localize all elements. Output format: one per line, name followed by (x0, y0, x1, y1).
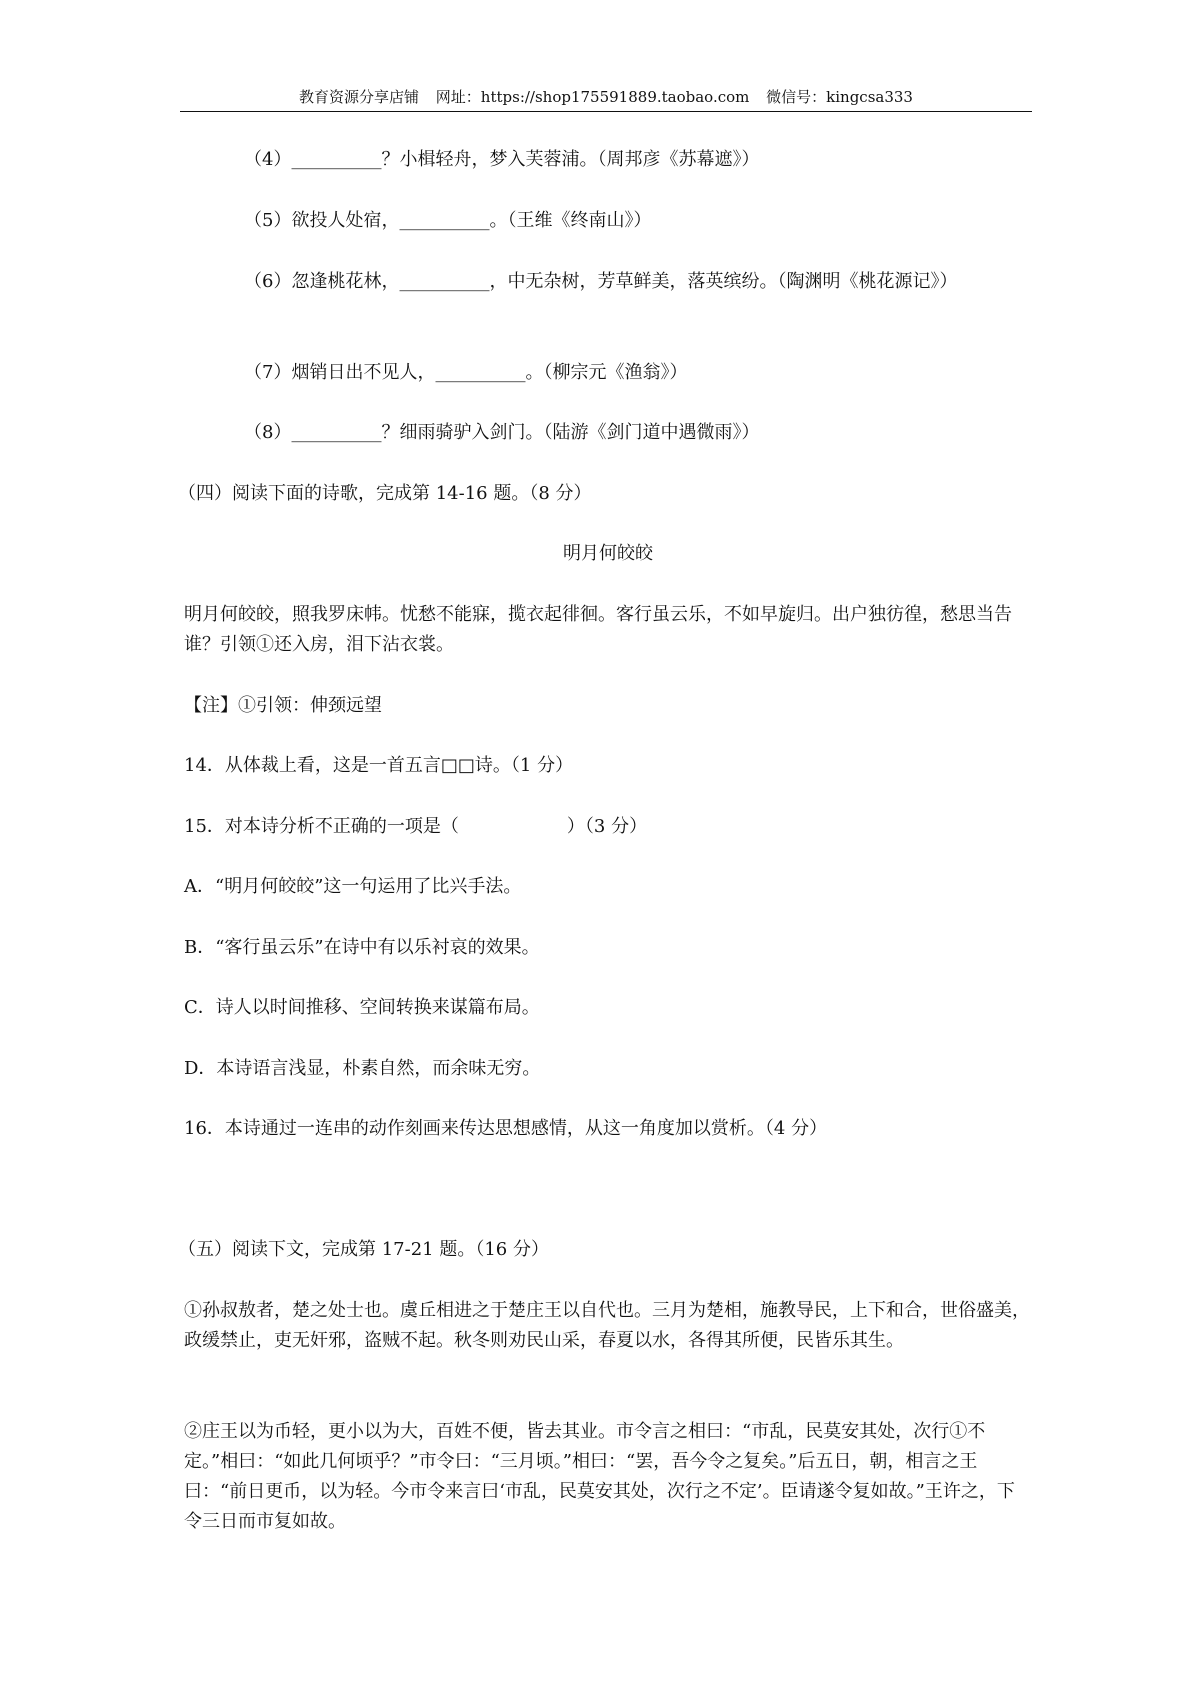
question-16: 16．本诗通过一连串的动作刻画来传达思想感情，从这一角度加以赏析。（4 分） (184, 1118, 828, 1139)
page-header (180, 86, 1032, 108)
option-c: C．诗人以时间推移、空间转换来谋篇布局。 (184, 997, 540, 1018)
poem-note: 【注】①引领：伸颈远望 (184, 695, 382, 716)
poem-body: 明月何皎皎，照我罗床帏。忧愁不能寐，揽衣起徘徊。客行虽云乐，不如早旋归。出户独彷徨，愁思当告谁？引领①还入房，泪下沾衣裳。 (184, 604, 1012, 655)
fill-in-7: （7）烟销日出不见人，__________。（柳宗元《渔翁》） (244, 362, 688, 383)
header-site: 网址：https://shop175591889.taobao.com (435, 88, 750, 106)
section4-heading: （四）阅读下面的诗歌，完成第 14-16 题。（8 分） (178, 483, 592, 504)
question-14: 14．从体裁上看，这是一首五言□□诗。（1 分） (184, 755, 574, 776)
header-wechat: 微信号：kingcsa333 (766, 88, 913, 106)
passage-paragraph-2: ②庄王以为币轻，更小以为大，百姓不便，皆去其业。市令言之相曰：“市乱，民莫安其处，次行①不定。”相曰：“如此几何顷乎？”市令曰：“三月顷。”相曰：“罢，吾今令之复矣。”后五日，朝，相言之王曰：“前日更币，以为轻。今市令来言曰‘市乱，民莫安其处，次行之不定’。臣请遂令复如故。”王许之，下令三日而市复如故。 (184, 1421, 1015, 1532)
section5-heading: （五）阅读下文，完成第 17-21 题。（16 分） (178, 1239, 549, 1260)
fill-in-4: （4）__________？小楫轻舟，梦入芙蓉浦。（周邦彦《苏幕遮》） (244, 149, 760, 170)
poem-title: 明月何皎皎 (563, 543, 653, 564)
option-b: B．“客行虽云乐”在诗中有以乐衬哀的效果。 (184, 937, 540, 958)
fill-in-6: （6）忽逢桃花林，__________，中无杂树，芳草鲜美，落英缤纷。（陶渊明《桃花源记》） (244, 271, 958, 292)
header-shop: 教育资源分享店铺 (299, 88, 420, 106)
option-a: A．“明月何皎皎”这一句运用了比兴手法。 (184, 876, 522, 897)
option-d: D．本诗语言浅显，朴素自然，而余味无穷。 (184, 1058, 541, 1079)
header-divider (180, 111, 1032, 112)
question-15: 15．对本诗分析不正确的一项是（ ）（3 分） (184, 816, 648, 837)
fill-in-5: （5）欲投人处宿，__________。（王维《终南山》） (244, 210, 652, 231)
fill-in-8: （8）__________？细雨骑驴入剑门。（陆游《剑门道中遇微雨》） (244, 422, 760, 443)
passage-paragraph-1: ①孙叔敖者，楚之处士也。虞丘相进之于楚庄王以自代也。三月为楚相，施教导民，上下和合，世俗盛美，政缓禁止，吏无奸邪，盗贼不起。秋冬则劝民山采，春夏以水，各得其所便，民皆乐其生。 (184, 1300, 1030, 1351)
